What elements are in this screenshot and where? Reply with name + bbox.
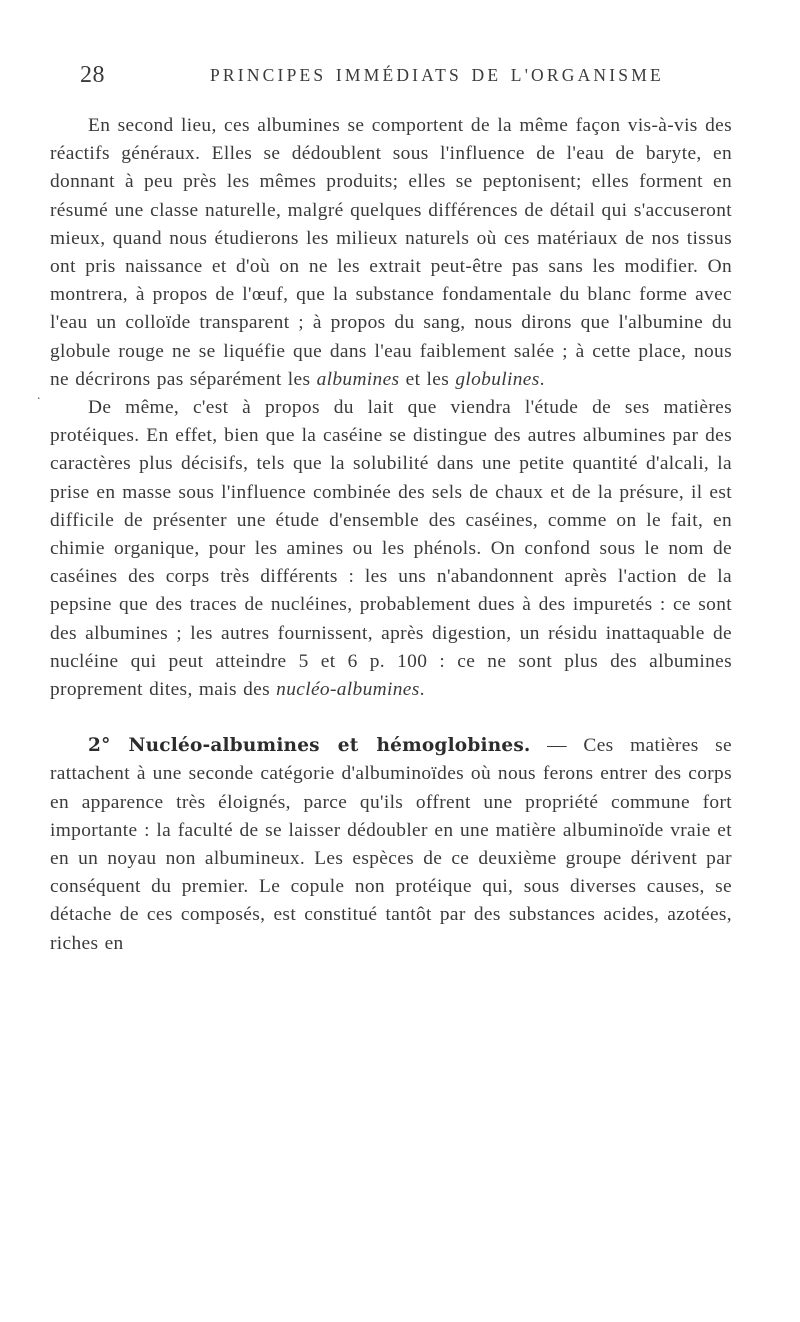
italic-term-albumines: albumines: [316, 368, 400, 390]
paragraph-2: De même, c'est à propos du lait que viendra l'étude de ses matières protéiques. En effet, bien que la caséine se distingue des autres albumines par des caractères plus décisifs, tels que la solubilité dans une petite quantité d'alcali, la prise en masse sous l'influence combinée des sels de chaux et de la présure, il est difficile de présenter une étude d'ensemble des caséines, comme on le fait, en chimie organique, pour les amines ou les phénols. On confond sous le nom de caséines des corps très différents : les uns n'abandonnent après l'action de la pepsine que des traces de nucléines, probablement dues à des impuretés : ce sont des albumines ; les autres fournissent, après digestion, un résidu inattaquable de nucléine qui peut atteindre 5 et 6 p. 100 : ce ne sont plus des albumines proprement dites, mais des nucléo-albumines.: [50, 397, 732, 701]
italic-term-nucleo-albumines: nucléo-albumines: [276, 679, 420, 701]
running-head: [80, 62, 740, 92]
italic-term-globulines: globulines: [455, 368, 540, 390]
running-title: PRINCIPES IMMÉDIATS DE L'ORGANISME: [210, 65, 664, 85]
body-text: [50, 112, 732, 958]
paragraph-1: En second lieu, ces albumines se comportent de la même façon vis-à-vis des réactifs généraux. Elles se dédoublent sous l'influence de l'eau de baryte, en donnant à peu près les mêmes produits; elles se peptonisent; elles forment en résumé une classe naturelle, malgré quelques différences de détail qui s'accuseront mieux, quand nous étudierons les milieux naturels où ces matériaux de nos tissus ont pris naissance et d'où on ne les extrait peut-être pas sans les modifier. On montrera, à propos de l'œuf, que la substance fondamentale du blanc forme avec l'eau un colloïde transparent ; à propos du sang, nous dirons que l'albumine du globule rouge ne se liquéfie que dans l'eau faiblement salée ; à cette place, nous ne décrirons pas séparément les albumines et les globulines.: [50, 115, 732, 390]
paragraph-3: 2° Nucléo-albumines et hémoglobines. — Ces matières se rattachent à une seconde catégorie d'albuminoïdes où nous ferons entrer des corps en apparence très éloignés, parce qu'ils offrent une propriété commune fort importante : la faculté de se laisser dédoubler en une matière albuminoïde vraie et en un noyau non albumineux. Les espèces de ce deuxième groupe dérivent par conséquent du premier. Le copule non protéique qui, sous diverses causes, se détache de ces composés, est constitué tantôt par des substances acides, azotées, riches en: [50, 735, 732, 954]
page-number: 28: [80, 62, 105, 88]
section-heading: 2° Nucléo-albumines et hémoglobines.: [88, 735, 531, 757]
margin-dot: .: [37, 388, 41, 403]
